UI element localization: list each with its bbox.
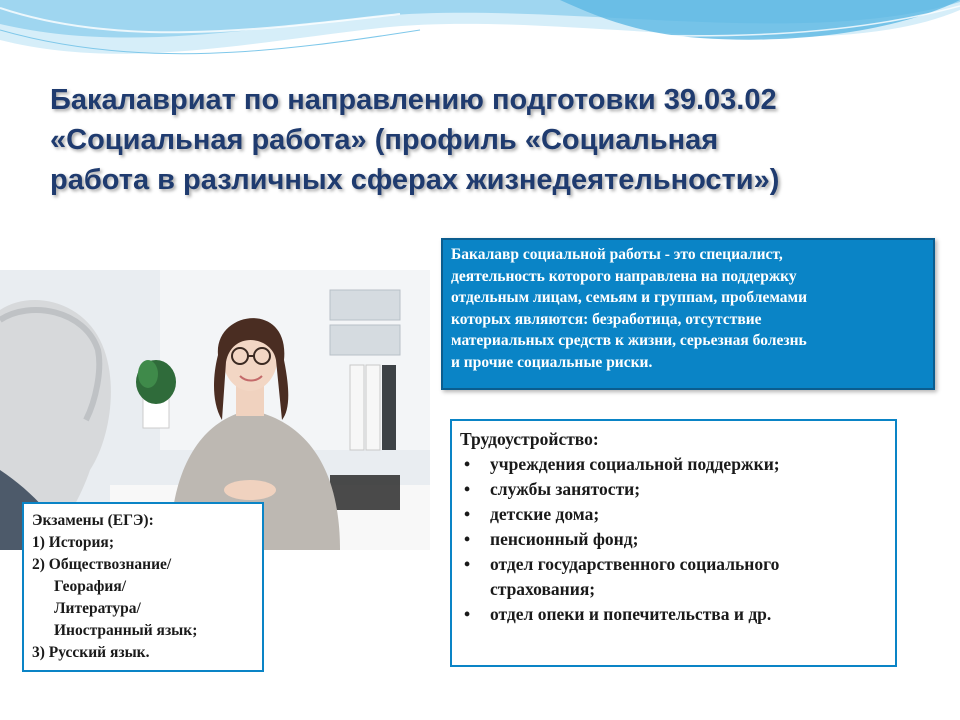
list-item-text: Георафия/ [54, 578, 127, 595]
list-item [460, 477, 887, 502]
title-line: работа в различных сферах жизнедеятельности») [50, 164, 780, 196]
list-item-text: страхования; [490, 579, 596, 599]
list-item-text: 3) Русский язык. [32, 644, 150, 661]
list-item [460, 552, 887, 602]
list-item [32, 642, 254, 664]
list-item-text: учреждения социальной поддержки; [490, 454, 780, 474]
employment-box [450, 419, 897, 667]
list-item [460, 527, 887, 552]
description-line: которых являются: безработица, отсутствие [451, 310, 762, 328]
description-line: материальных средств к жизни, серьезная болезнь [451, 332, 807, 349]
header-waves-decoration [0, 0, 960, 90]
exams-heading: Экзамены (ЕГЭ): [32, 512, 154, 529]
bullet-icon: • [464, 504, 471, 524]
bullet-icon: • [464, 454, 471, 474]
description-line: и прочие социальные риски. [451, 353, 653, 371]
list-item-text: Иностранный язык; [54, 622, 198, 639]
title-line: Бакалавриат по направлению подготовки 39.03.02 [50, 84, 777, 116]
list-item [460, 602, 887, 627]
list-item-text: Литература/ [54, 600, 141, 617]
bullet-icon: • [464, 554, 471, 574]
employment-list [460, 452, 887, 627]
exams-list [32, 532, 254, 664]
bullet-icon: • [464, 529, 471, 549]
list-item-text: службы занятости; [490, 479, 641, 499]
list-item-text: 2) Обществознание/ [32, 556, 172, 573]
exams-box [22, 502, 264, 672]
bullet-icon: • [464, 479, 471, 499]
bachelor-description-box [441, 238, 935, 390]
title-line: «Социальная работа» (профиль «Социальная [50, 124, 719, 156]
list-item-text: пенсионный фонд; [490, 529, 639, 549]
list-item [32, 532, 254, 554]
employment-heading: Трудоустройство: [460, 429, 599, 449]
list-item [460, 452, 887, 477]
description-line: отдельным лицам, семьям и группам, проблемами [451, 289, 808, 306]
list-item-text: детские дома; [490, 504, 600, 524]
description-line: Бакалавр социальной работы - это специалист, [451, 246, 783, 263]
list-item-text: 1) История; [32, 534, 114, 551]
list-item-text: отдел государственного социального [490, 554, 780, 574]
slide-title [50, 80, 910, 200]
description-line: деятельность которого направлена на поддержку [451, 267, 797, 285]
bullet-icon: • [464, 604, 471, 624]
list-item [32, 554, 254, 642]
list-item-text: отдел опеки и попечительства и др. [490, 604, 772, 624]
list-item [460, 502, 887, 527]
